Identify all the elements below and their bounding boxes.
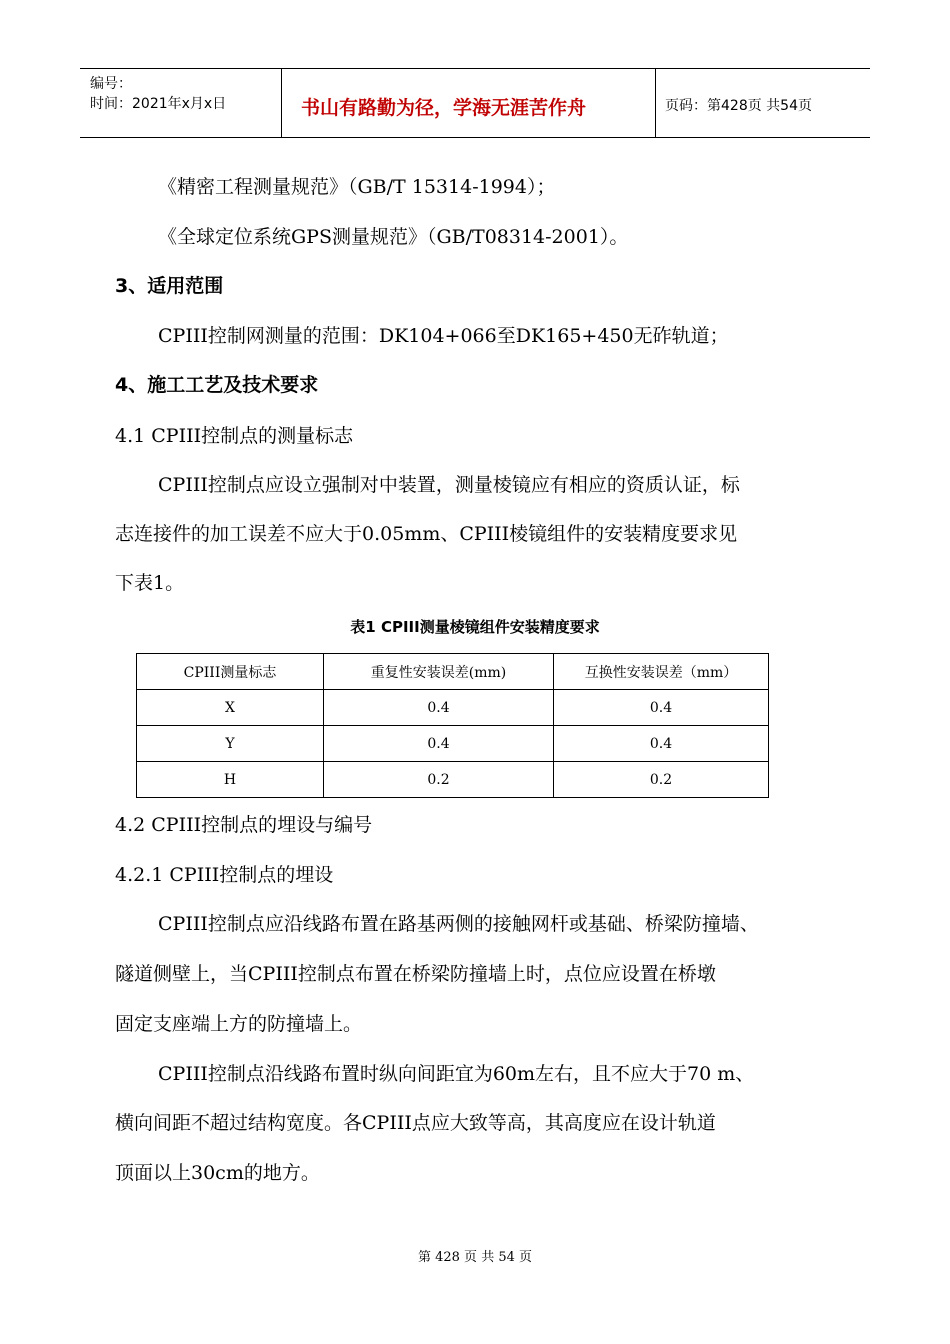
paragraph-3-line-2: 横向间距不超过结构宽度。各CPIII点应大致等高，其高度应在设计轨道 xyxy=(115,1112,716,1134)
table-cell: 0.4 xyxy=(324,726,554,762)
table-header-cell: 重复性安装误差(mm) xyxy=(324,654,554,690)
paragraph-2-line-2: 隧道侧壁上，当CPIII控制点布置在桥梁防撞墙上时，点位应设置在桥墩 xyxy=(115,963,716,985)
table-cell: 0.4 xyxy=(324,690,554,726)
table-cell: 0.4 xyxy=(554,690,769,726)
table-header-row xyxy=(137,654,769,690)
page-header xyxy=(80,68,870,138)
table-row xyxy=(137,762,769,798)
table-cell: 0.2 xyxy=(554,762,769,798)
header-meta xyxy=(80,69,280,137)
section-3-heading: 3、适用范围 xyxy=(115,275,224,297)
doc-number-label: 编号： xyxy=(90,76,132,92)
paragraph-1-line-3: 下表1。 xyxy=(115,572,185,594)
paragraph-1-line-1: CPIII控制点应设立强制对中装置，测量棱镜应有相应的资质认证，标 xyxy=(158,474,740,496)
table-cell: Y xyxy=(137,726,324,762)
table-cell: 0.2 xyxy=(324,762,554,798)
header-motto-cell xyxy=(281,69,656,137)
section-4-2-1-heading: 4.2.1 CPIII控制点的埋设 xyxy=(115,864,334,886)
table-cell: 0.4 xyxy=(554,726,769,762)
table-cell: H xyxy=(137,762,324,798)
section-4-heading: 4、施工工艺及技术要求 xyxy=(115,374,319,396)
table-row xyxy=(137,726,769,762)
paragraph-2-line-1: CPIII控制点应沿线路布置在路基两侧的接触网杆或基础、桥梁防撞墙、 xyxy=(158,913,759,935)
paragraph-3-line-3: 顶面以上30cm的地方。 xyxy=(115,1162,320,1184)
table-caption: 表1 CPIII测量棱镜组件安装精度要求 xyxy=(350,618,600,636)
precision-table xyxy=(136,653,769,798)
doc-date-label: 时间：2021年x月x日 xyxy=(90,96,227,112)
table-header-cell: CPIII测量标志 xyxy=(137,654,324,690)
reference-1: 《精密工程测量规范》（GB/T 15314-1994）； xyxy=(158,176,556,198)
section-3-text: CPIII控制网测量的范围：DK104+066至DK165+450无砟轨道； xyxy=(158,325,729,347)
paragraph-1-line-2: 志连接件的加工误差不应大于0.05mm、CPIII棱镜组件的安装精度要求见 xyxy=(115,523,738,545)
header-motto: 书山有路勤为径，学海无涯苦作舟 xyxy=(301,97,587,119)
section-4-2-heading: 4.2 CPIII控制点的埋设与编号 xyxy=(115,814,373,836)
table-header-cell: 互换性安装误差（mm） xyxy=(554,654,769,690)
paragraph-3-line-1: CPIII控制点沿线路布置时纵向间距宜为60m左右，且不应大于70 m、 xyxy=(158,1063,755,1085)
header-page-cell xyxy=(655,69,870,137)
section-4-1-heading: 4.1 CPIII控制点的测量标志 xyxy=(115,425,354,447)
table-cell: X xyxy=(137,690,324,726)
header-page-label: 页码：第428页 共54页 xyxy=(665,98,812,114)
reference-2: 《全球定位系统GPS测量规范》（GB/T08314-2001）。 xyxy=(158,226,629,248)
page-footer: 第 428 页 共 54 页 xyxy=(417,1250,533,1265)
table-row xyxy=(137,690,769,726)
paragraph-2-line-3: 固定支座端上方的防撞墙上。 xyxy=(115,1013,363,1035)
